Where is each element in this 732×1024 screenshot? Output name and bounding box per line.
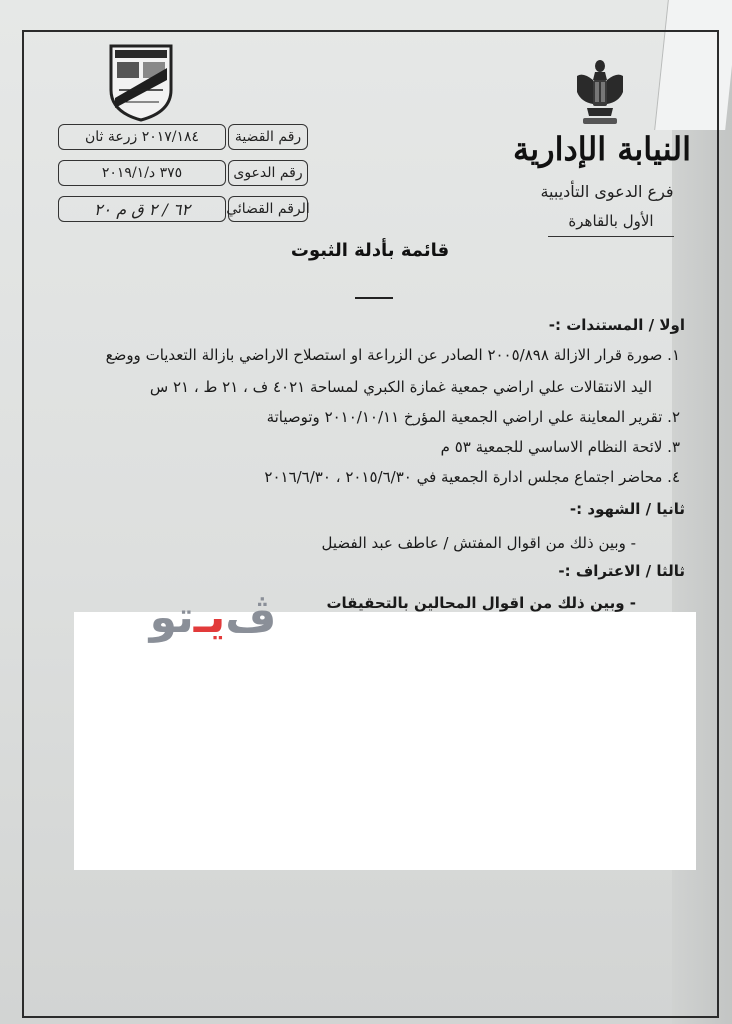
org-title: النيابة الإدارية <box>513 130 691 168</box>
org-branch: فرع الدعوى التأديبية <box>540 182 674 201</box>
judicial-number-value: ٦٢ / ٢ ق م ٢٠ <box>58 196 226 222</box>
lawsuit-number-label: رقم الدعوى <box>228 160 308 186</box>
org-city: الأول بالقاهرة <box>568 212 654 230</box>
document-item-4: ٤. محاضر اجتماع مجلس ادارة الجمعية في ٢٠١٥/٦/٣٠ ، ٢٠١٦/٦/٣٠ <box>264 468 680 486</box>
watermark-part1: ڤ <box>225 592 277 643</box>
title-rule <box>355 297 393 299</box>
document-item-2: ٢. تقرير المعاينة علي اراضي الجمعية المؤرخ ٢٠١٠/١٠/١١ وتوصياتة <box>266 408 680 426</box>
document-item-3: ٣. لائحة النظام الاساسي للجمعية ٥٣ م <box>440 438 680 456</box>
confession-heading: ثالثا / الاعتراف :- <box>558 562 685 580</box>
document-item-1: ١. صورة قرار الازالة ٢٠٠٥/٨٩٨ الصادر عن الزراعة او استصلاح الاراضي بازالة التعديات ووضع <box>105 346 680 364</box>
case-number-value: ٢٠١٧/١٨٤ زرعة ثان <box>58 124 226 150</box>
org-underline <box>548 236 674 237</box>
justice-seal-icon <box>105 40 177 122</box>
watermark-part2: يـ <box>193 592 226 643</box>
document-title: قائمة بأدلة الثبوت <box>290 240 450 261</box>
eagle-emblem-icon <box>573 58 627 130</box>
judicial-number-label: الرقم القضائي <box>228 196 308 222</box>
redacted-area <box>74 612 696 870</box>
witnesses-heading: ثانيا / الشهود :- <box>569 500 685 518</box>
confession-item: - وبين ذلك من اقوال المحالين بالتحقيقات <box>326 594 636 612</box>
witness-item: - وبين ذلك من اقوال المفتش / عاطف عبد الفضيل <box>321 534 636 552</box>
watermark-logo <box>138 588 288 648</box>
case-number-label: رقم القضية <box>228 124 308 150</box>
documents-heading: اولا / المستندات :- <box>548 316 685 334</box>
watermark-part3: تو <box>149 592 194 643</box>
document-item-1-cont: اليد الانتقالات علي اراضي جمعية غمازة الكبري لمساحة ٤٠٢١ ف ، ٢١ ط ، ٢١ س <box>149 378 652 396</box>
lawsuit-number-value: ٣٧٥ د/٢٠١٩/١ <box>58 160 226 186</box>
